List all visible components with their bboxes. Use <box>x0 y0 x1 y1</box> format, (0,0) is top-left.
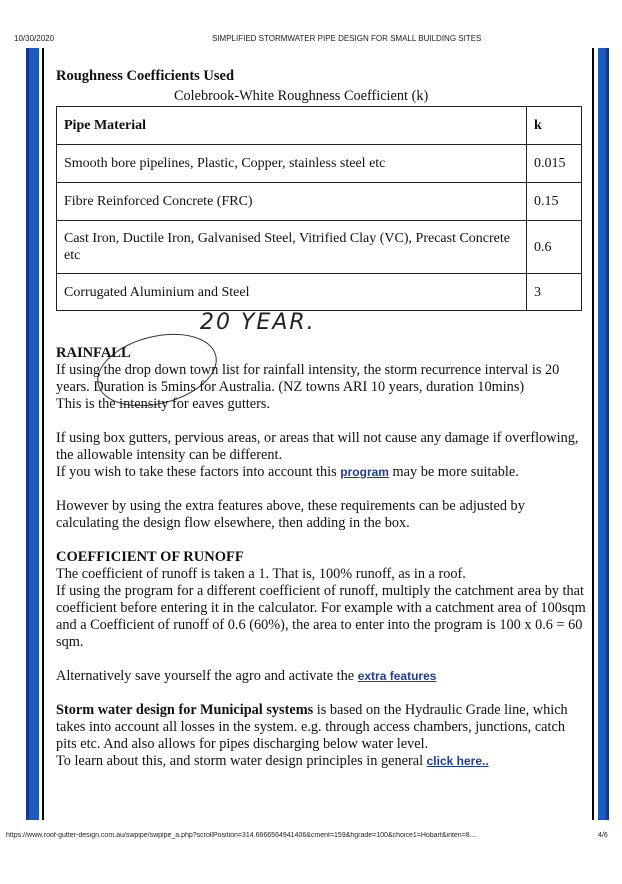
left-border-stripe <box>42 48 44 820</box>
table-header-row <box>57 107 582 145</box>
table-row <box>57 221 582 274</box>
cell-material: Fibre Reinforced Concrete (FRC) <box>57 183 527 221</box>
roughness-table <box>56 106 582 311</box>
rainfall-paragraph: If using the drop down town list for rainfall intensity, the storm recurrence interval is 20 years. Duration is 5mins for Australia. (NZ towns ARI 10 years, duration 10mins) <box>56 362 560 395</box>
left-border-bar <box>26 48 39 820</box>
extra-features-link[interactable]: extra features <box>357 669 437 683</box>
cell-material: Smooth bore pipelines, Plastic, Copper, stainless steel etc <box>57 145 527 183</box>
cell-k: 0.15 <box>527 183 582 221</box>
rainfall-paragraph: This is the intensity for eaves gutters. <box>56 396 271 412</box>
cell-k: 0.6 <box>527 221 582 274</box>
page-content <box>56 68 586 770</box>
runoff-paragraph: The coefficient of runoff is taken a 1. That is, 100% runoff, as in a roof. <box>56 566 466 582</box>
cell-material: Cast Iron, Ductile Iron, Galvanised Steel, Vitrified Clay (VC), Precast Concrete etc <box>57 221 527 274</box>
municipal-paragraph <box>56 702 586 753</box>
table-row <box>57 274 582 311</box>
runoff-paragraph: If using the program for a different coefficient of runoff, multiply the catchment area by that coefficient before entering it in the calculator. For example with a catchment area of 100sqm and a Coefficient of runoff of 0.6 (60%), the area to enter into the program is 100 x 0.6 = 60 sqm. <box>56 583 586 650</box>
rainfall-paragraph: If using box gutters, pervious areas, or areas that will not cause any damage if overflowing, the allowable intensity can be different. <box>56 430 579 463</box>
print-url: https://www.roof-gutter-design.com.au/swpipe/swpipe_a.php?scrollPosition=314.6666564941406&cment=159&hgrade=100&choice1=Hobart&inten=8... <box>6 832 476 839</box>
learn-paragraph <box>56 753 586 770</box>
right-border-bar <box>598 48 609 820</box>
handwritten-note: 20 YEAR. <box>200 310 316 335</box>
print-title: SIMPLIFIED STORMWATER PIPE DESIGN FOR SMALL BUILDING SITES <box>212 34 482 43</box>
runoff-paragraph-extra <box>56 668 586 685</box>
cell-material: Corrugated Aluminium and Steel <box>57 274 527 311</box>
municipal-bold: Storm water design for Municipal systems <box>56 702 314 718</box>
text-span: Alternatively save yourself the agro and activate the <box>56 668 358 684</box>
table-row <box>57 145 582 183</box>
right-border-stripe <box>592 48 594 820</box>
page-number: 4/6 <box>598 832 608 839</box>
text-span: is based on the Hydraulic Grade line, which takes into account all losses in the system. e.g. through access chambers, junctions, catch pits etc. And also allows for pipes discharging below water level. <box>56 702 568 752</box>
click-here-link[interactable]: click here.. <box>426 754 489 768</box>
rainfall-heading: RAINFALL <box>56 345 131 361</box>
runoff-heading: COEFFICIENT OF RUNOFF <box>56 549 244 565</box>
roughness-heading: Roughness Coefficients Used <box>56 68 235 84</box>
print-date: 10/30/2020 <box>14 34 55 43</box>
col-header-material: Pipe Material <box>57 107 527 145</box>
rainfall-paragraph-program <box>56 464 586 481</box>
cell-k: 0.015 <box>527 145 582 183</box>
roughness-subtitle: Colebrook-White Roughness Coefficient (k) <box>174 88 429 104</box>
program-link[interactable]: program <box>340 465 389 479</box>
cell-k: 3 <box>527 274 582 311</box>
col-header-k: k <box>527 107 582 145</box>
table-row <box>57 183 582 221</box>
text-span: If you wish to take these factors into account this <box>56 464 341 480</box>
text-span: To learn about this, and storm water design principles in general <box>56 753 427 769</box>
text-span: may be more suitable. <box>388 464 519 480</box>
rainfall-paragraph: However by using the extra features above, these requirements can be adjusted by calculating the design flow elsewhere, then adding in the box. <box>56 498 525 531</box>
